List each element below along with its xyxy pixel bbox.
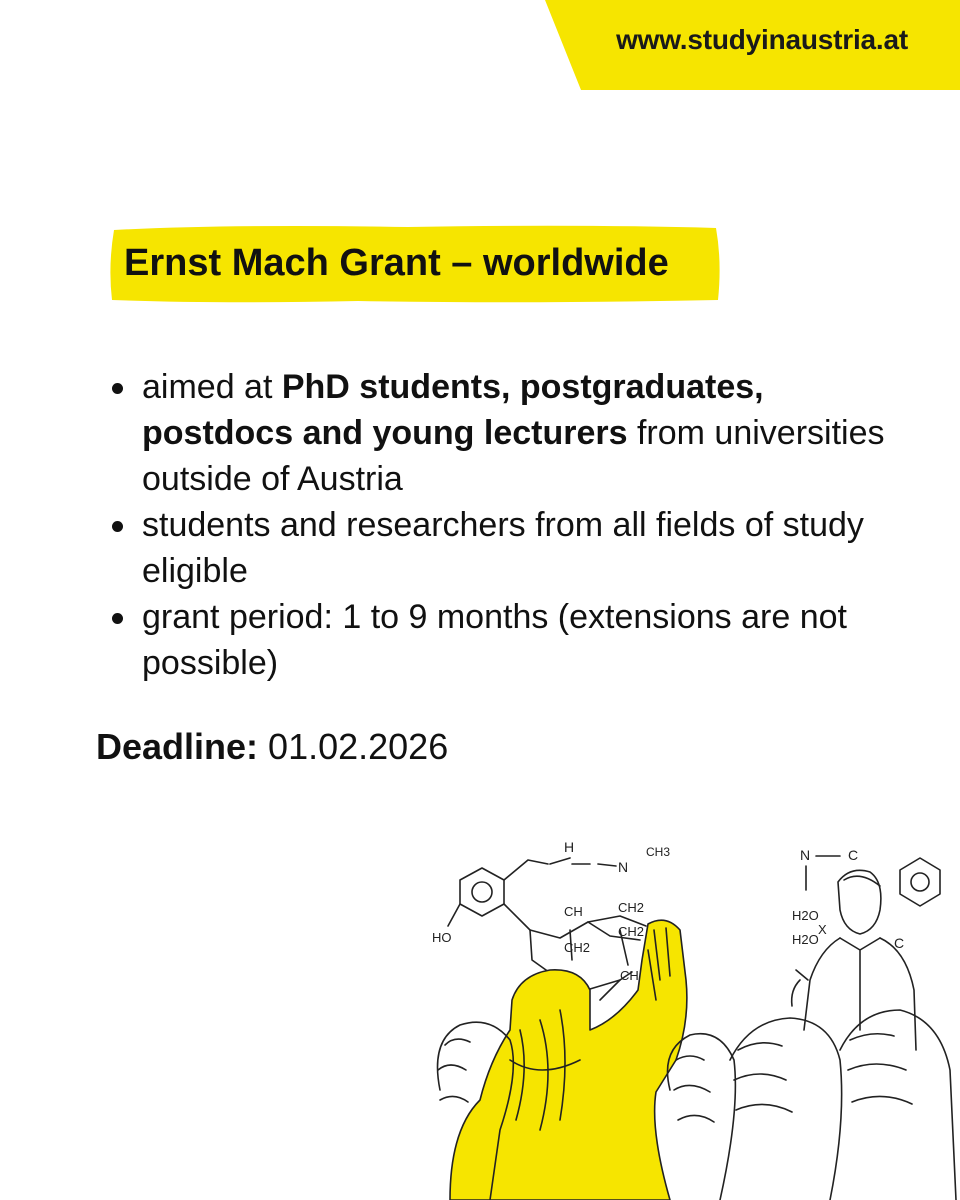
chem-label: CH bbox=[564, 904, 583, 919]
chem-label: CH2 bbox=[564, 940, 591, 955]
bullet-text-suffix: from universities outside of Austria bbox=[142, 414, 885, 498]
bullet-icon bbox=[112, 383, 123, 394]
chem-label: HO bbox=[432, 930, 452, 945]
bullet-icon bbox=[112, 613, 123, 624]
title-highlight bbox=[108, 222, 724, 306]
page-title: Ernst Mach Grant – worldwide bbox=[124, 242, 669, 284]
chem-label: CH bbox=[620, 968, 639, 983]
classroom-illustration bbox=[420, 830, 960, 1200]
chem-label: CH2 bbox=[618, 900, 645, 915]
chemical-formula-drawing-right bbox=[792, 847, 940, 951]
list-item bbox=[110, 594, 890, 686]
chem-label: X bbox=[818, 922, 827, 937]
list-item bbox=[110, 364, 890, 502]
chem-label: CH3 bbox=[646, 845, 671, 859]
deadline-label: Deadline: bbox=[96, 726, 259, 767]
eligibility-list bbox=[110, 364, 890, 686]
deadline-date: 01.02.2026 bbox=[258, 726, 449, 767]
chem-label: H2O bbox=[792, 908, 819, 923]
url-banner bbox=[0, 0, 960, 90]
student-figure-highlighted bbox=[450, 920, 687, 1200]
chem-label: H2O bbox=[792, 932, 819, 947]
chem-label: H bbox=[564, 839, 575, 855]
chem-label: C bbox=[894, 935, 905, 951]
bullet-text-bold: PhD students, postgraduates, postdocs and young lecturers bbox=[142, 368, 764, 452]
bullet-text: grant period: 1 to 9 months (extensions are not possible) bbox=[142, 598, 847, 682]
bullet-text: students and researchers from all fields of study eligible bbox=[142, 506, 864, 590]
chem-label: N bbox=[618, 859, 629, 875]
deadline bbox=[96, 726, 448, 768]
bullet-text-prefix: aimed at bbox=[142, 368, 282, 406]
bullet-icon bbox=[112, 521, 123, 532]
chem-label: C bbox=[848, 847, 859, 863]
website-link[interactable]: www.studyinaustria.at bbox=[616, 24, 908, 55]
chem-label: N bbox=[800, 847, 811, 863]
chem-label: CH2 bbox=[618, 924, 645, 939]
list-item bbox=[110, 502, 890, 594]
